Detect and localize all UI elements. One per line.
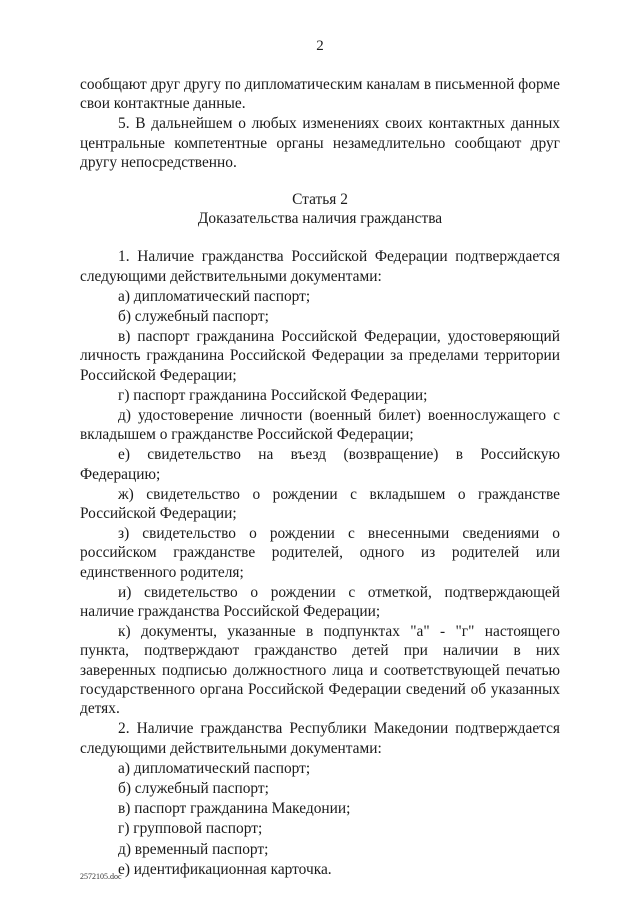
article-number: Статья 2 (292, 191, 348, 209)
section-1-intro: 1. Наличие гражданства Российской Федерации подтверждается следующими действительными документами: (80, 248, 560, 285)
list-item: ж) свидетельство о рождении с вкладышем о гражданстве Российской Федерации; (80, 485, 560, 523)
paragraph-point-5: 5. В дальнейшем о любых изменениях своих контактных данных центральные компетентные органы незамедлительно сообщают друг другу непосредственно. (80, 115, 560, 171)
list-item: а) дипломатический паспорт; (118, 287, 311, 305)
list-item: г) групповой паспорт; (118, 820, 263, 838)
list-item: к) документы, указанные в подпунктах "а" - "г" настоящего пункта, подтверждают гражданство детей при наличии в них заверенных подписью должностного лица и соответствующей печатью государственного органа Российской Федерации сведений об указанных детях. (80, 623, 560, 718)
paragraph-intro: сообщают друг другу по дипломатическим каналам в письменной форме свои контактные данные. (80, 76, 560, 113)
list-item: з) свидетельство о рождении с внесенными сведениями о российском гражданстве родителей, одного из родителей или единственного родителя; (80, 525, 560, 581)
list-item: в) паспорт гражданина Российской Федерации, удостоверяющий личность гражданина Российской Федерации за пределами территории Российской Федерации; (80, 328, 560, 384)
footer-file-name: 2572105.doc (80, 872, 122, 881)
list-item: д) удостоверение личности (военный билет) военнослужащего с вкладышем о гражданстве Российской Федерации; (80, 407, 560, 444)
list-item: д) временный паспорт; (118, 840, 269, 858)
section-2-intro: 2. Наличие гражданства Республики Македонии подтверждается следующими действительными документами: (80, 720, 560, 757)
list-item: и) свидетельство о рождении с отметкой, подтверждающей наличие гражданства Российской Федерации; (80, 583, 560, 621)
list-item: е) идентификационная карточка. (118, 860, 332, 878)
list-item: б) служебный паспорт; (118, 308, 269, 326)
page-number: 2 (316, 38, 324, 54)
list-item: б) служебный паспорт; (118, 779, 269, 797)
list-item: г) паспорт гражданина Российской Федерации; (118, 386, 428, 404)
list-item: в) паспорт гражданина Македонии; (118, 800, 351, 818)
list-item: е) свидетельство на въезд (возвращение) в Российскую Федерацию; (80, 446, 560, 483)
article-title: Доказательства наличия гражданства (197, 210, 443, 228)
document-body (80, 75, 560, 880)
list-item: а) дипломатический паспорт; (118, 759, 311, 777)
